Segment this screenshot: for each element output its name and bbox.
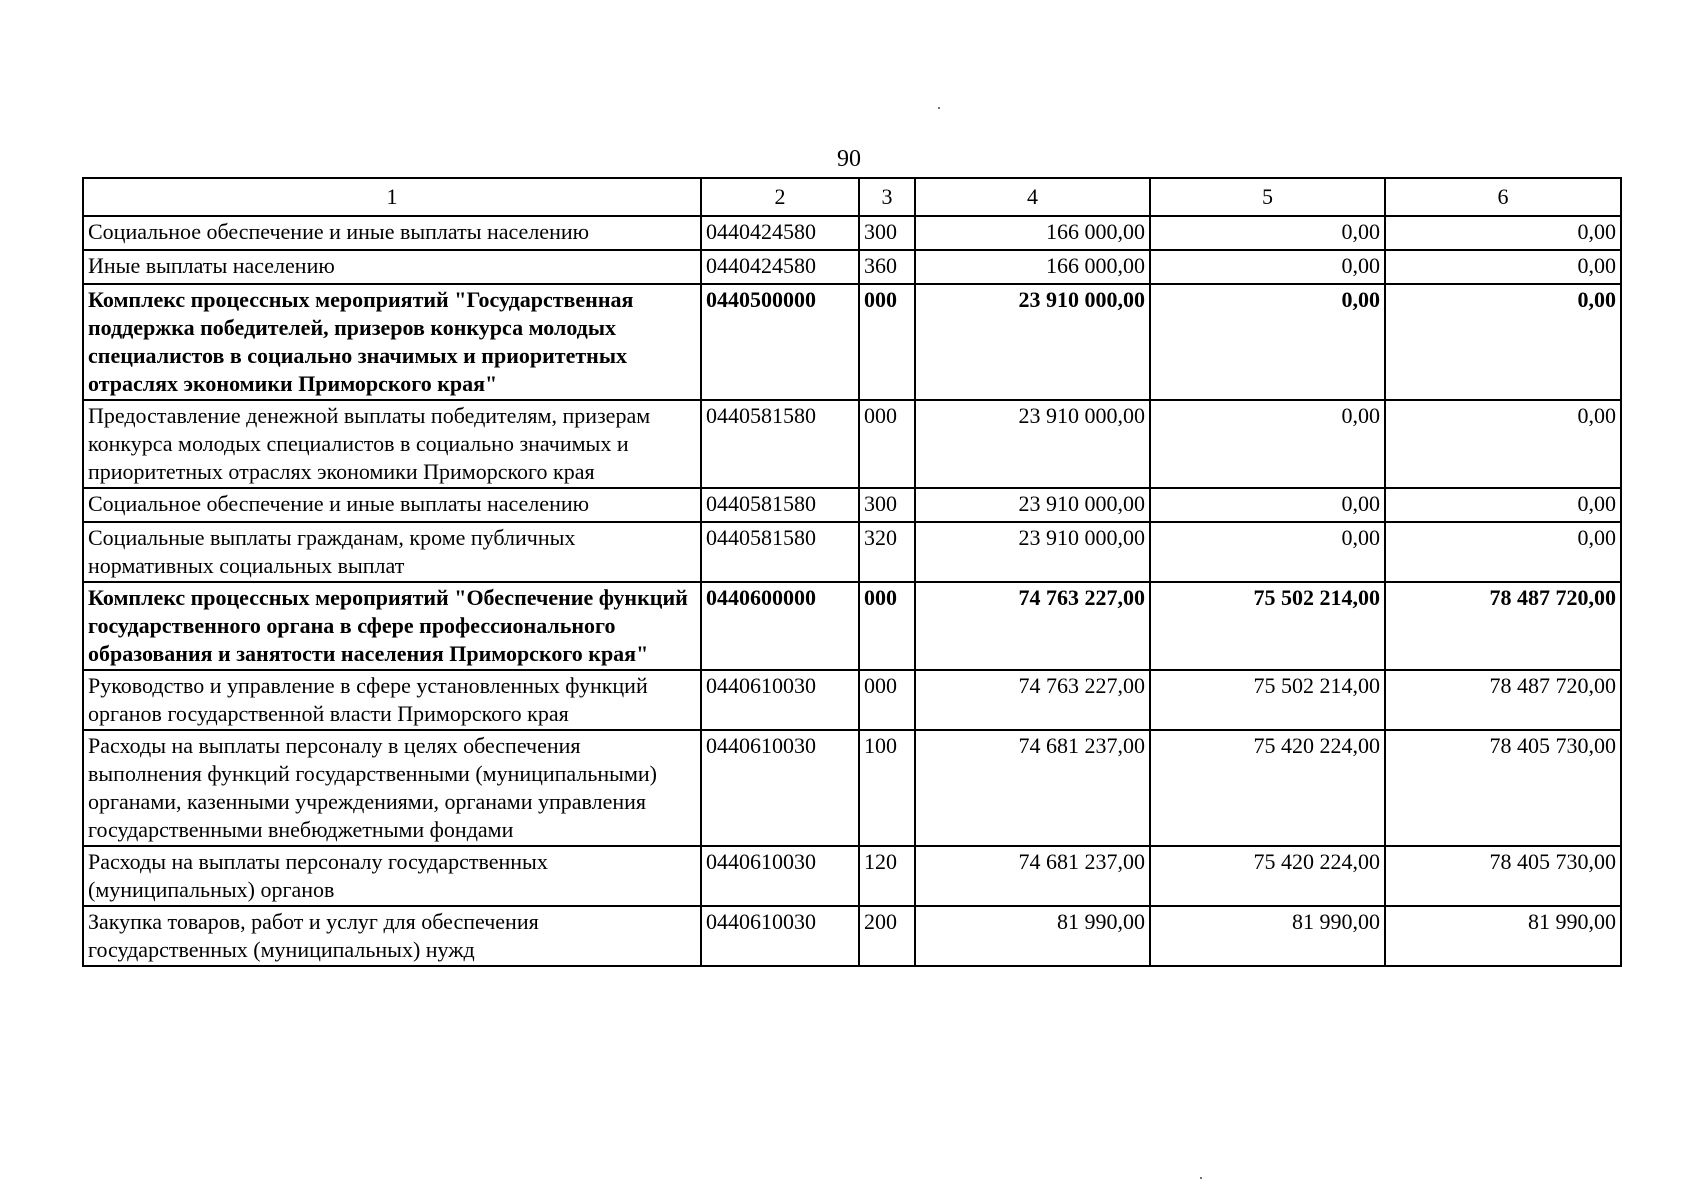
row-value-5: 0,00 xyxy=(1150,284,1385,400)
scan-speck xyxy=(1200,1177,1202,1179)
scan-speck xyxy=(938,107,940,109)
row-name: Комплекс процессных мероприятий "Государственная поддержка победителей, призеров конкурса молодых специалистов в социально значимых и приоритетных отраслях экономики Приморского края" xyxy=(83,284,701,400)
row-value-6: 78 405 730,00 xyxy=(1385,730,1621,846)
row-value-4: 166 000,00 xyxy=(915,250,1150,284)
row-value-5: 0,00 xyxy=(1150,216,1385,250)
row-value-6: 0,00 xyxy=(1385,216,1621,250)
row-kind: 120 xyxy=(859,846,915,906)
row-value-5: 75 420 224,00 xyxy=(1150,846,1385,906)
row-name: Предоставление денежной выплаты победителям, призерам конкурса молодых специалистов в социально значимых и приоритетных отраслях экономики Приморского края xyxy=(83,400,701,488)
row-value-4: 23 910 000,00 xyxy=(915,522,1150,582)
row-value-6: 0,00 xyxy=(1385,250,1621,284)
row-value-4: 23 910 000,00 xyxy=(915,400,1150,488)
row-code: 0440424580 xyxy=(701,216,859,250)
row-value-6: 0,00 xyxy=(1385,284,1621,400)
row-kind: 100 xyxy=(859,730,915,846)
table-row xyxy=(83,488,1621,522)
row-kind: 200 xyxy=(859,906,915,966)
row-kind: 000 xyxy=(859,400,915,488)
table-row xyxy=(83,284,1621,400)
row-name: Закупка товаров, работ и услуг для обеспечения государственных (муниципальных) нужд xyxy=(83,906,701,966)
table-row xyxy=(83,216,1621,250)
row-value-5: 75 502 214,00 xyxy=(1150,582,1385,670)
row-name: Иные выплаты населению xyxy=(83,250,701,284)
row-kind: 300 xyxy=(859,488,915,522)
table-row xyxy=(83,670,1621,730)
row-code: 0440581580 xyxy=(701,522,859,582)
row-code: 0440581580 xyxy=(701,488,859,522)
row-value-6: 0,00 xyxy=(1385,488,1621,522)
row-value-6: 0,00 xyxy=(1385,400,1621,488)
row-value-5: 75 502 214,00 xyxy=(1150,670,1385,730)
row-kind: 000 xyxy=(859,284,915,400)
table-row xyxy=(83,906,1621,966)
row-value-4: 74 681 237,00 xyxy=(915,730,1150,846)
table-row xyxy=(83,250,1621,284)
row-value-6: 0,00 xyxy=(1385,522,1621,582)
row-value-5: 0,00 xyxy=(1150,250,1385,284)
row-value-4: 74 763 227,00 xyxy=(915,582,1150,670)
budget-table xyxy=(82,177,1622,967)
row-value-4: 166 000,00 xyxy=(915,216,1150,250)
row-code: 0440500000 xyxy=(701,284,859,400)
row-value-4: 74 763 227,00 xyxy=(915,670,1150,730)
row-value-4: 74 681 237,00 xyxy=(915,846,1150,906)
row-kind: 360 xyxy=(859,250,915,284)
row-code: 0440610030 xyxy=(701,846,859,906)
row-value-4: 23 910 000,00 xyxy=(915,284,1150,400)
row-name: Социальное обеспечение и иные выплаты населению xyxy=(83,488,701,522)
header-col-1: 1 xyxy=(83,178,701,216)
row-kind: 320 xyxy=(859,522,915,582)
row-name: Комплекс процессных мероприятий "Обеспечение функций государственного органа в сфере профессионального образования и занятости населения Приморского края" xyxy=(83,582,701,670)
row-name: Социальные выплаты гражданам, кроме публичных нормативных социальных выплат xyxy=(83,522,701,582)
row-value-5: 0,00 xyxy=(1150,522,1385,582)
row-value-6: 78 487 720,00 xyxy=(1385,582,1621,670)
row-value-6: 81 990,00 xyxy=(1385,906,1621,966)
row-value-5: 0,00 xyxy=(1150,400,1385,488)
row-name: Социальное обеспечение и иные выплаты населению xyxy=(83,216,701,250)
row-kind: 300 xyxy=(859,216,915,250)
row-code: 0440610030 xyxy=(701,730,859,846)
header-col-2: 2 xyxy=(701,178,859,216)
row-value-5: 75 420 224,00 xyxy=(1150,730,1385,846)
table-row xyxy=(83,522,1621,582)
row-kind: 000 xyxy=(859,670,915,730)
table-body xyxy=(83,216,1621,966)
header-col-3: 3 xyxy=(859,178,915,216)
row-code: 0440610030 xyxy=(701,670,859,730)
row-value-5: 81 990,00 xyxy=(1150,906,1385,966)
table-header xyxy=(83,178,1621,216)
row-value-4: 81 990,00 xyxy=(915,906,1150,966)
header-row xyxy=(83,178,1621,216)
table-row xyxy=(83,730,1621,846)
row-name: Руководство и управление в сфере установленных функций органов государственной власти Приморского края xyxy=(83,670,701,730)
row-value-4: 23 910 000,00 xyxy=(915,488,1150,522)
row-code: 0440581580 xyxy=(701,400,859,488)
row-code: 0440610030 xyxy=(701,906,859,966)
table-row xyxy=(83,400,1621,488)
row-value-5: 0,00 xyxy=(1150,488,1385,522)
row-name: Расходы на выплаты персоналу государственных (муниципальных) органов xyxy=(83,846,701,906)
page-number: 90 xyxy=(837,146,861,172)
row-code: 0440424580 xyxy=(701,250,859,284)
row-value-6: 78 487 720,00 xyxy=(1385,670,1621,730)
row-name: Расходы на выплаты персоналу в целях обеспечения выполнения функций государственными (муниципальными) органами, казенными учреждениями, органами управления государственными внебюджетными фондами xyxy=(83,730,701,846)
header-col-5: 5 xyxy=(1150,178,1385,216)
table-row xyxy=(83,846,1621,906)
header-col-6: 6 xyxy=(1385,178,1621,216)
row-value-6: 78 405 730,00 xyxy=(1385,846,1621,906)
row-code: 0440600000 xyxy=(701,582,859,670)
row-kind: 000 xyxy=(859,582,915,670)
header-col-4: 4 xyxy=(915,178,1150,216)
table-row xyxy=(83,582,1621,670)
